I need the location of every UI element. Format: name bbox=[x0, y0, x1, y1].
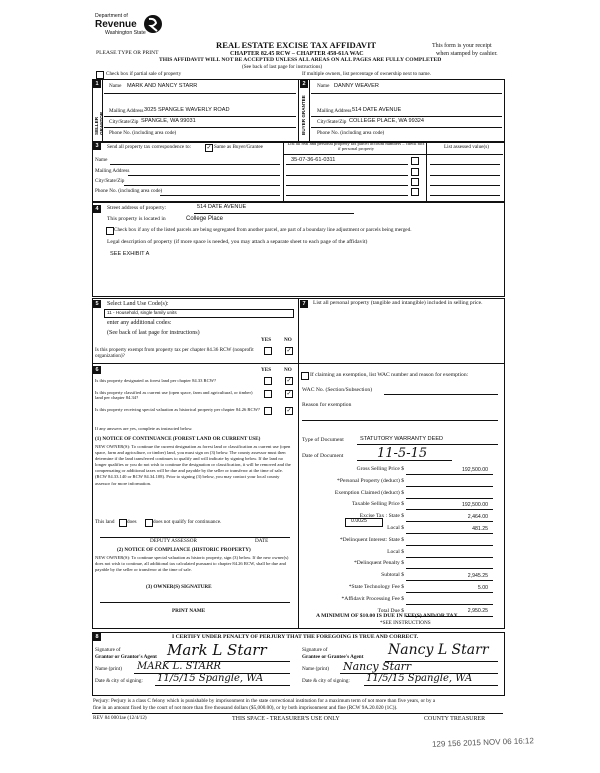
calc-row-line bbox=[406, 580, 493, 581]
notice2-title: (2) NOTICE OF COMPLIANCE (HISTORIC PROPERTY) bbox=[117, 547, 251, 553]
notice1-title: (1) NOTICE OF CONTINUANCE (FOREST LAND OR CURRENT USE) bbox=[95, 436, 261, 442]
does-label: does bbox=[127, 519, 137, 525]
grantor-name: MARK L. STARR bbox=[137, 661, 221, 672]
seller-mailing: 3025 SPANGLE WAVERLY ROAD bbox=[144, 107, 230, 113]
calc-row-label: *Affidavit Processing Fee $ bbox=[341, 595, 404, 602]
s5-no-header: NO bbox=[284, 337, 292, 343]
dept-line1: Department of bbox=[95, 13, 128, 19]
parcel-number: 35-07-36-61-0311 bbox=[291, 157, 336, 163]
see-instructions-note: *SEE INSTRUCTIONS bbox=[380, 620, 431, 626]
personal-property-label: List all personal property (tangible and intangible) included in selling price. bbox=[313, 300, 483, 306]
forest-no-checkbox[interactable]: ✓ bbox=[286, 378, 292, 384]
parcel-2-personal-checkbox[interactable] bbox=[411, 168, 419, 176]
current-use-no-checkbox[interactable]: ✓ bbox=[286, 391, 292, 397]
deputy-date-label: DATE bbox=[255, 538, 269, 544]
seller-phone-label: Phone No. (including area code) bbox=[109, 130, 177, 136]
calc-row-value: 481.25 bbox=[472, 525, 488, 532]
multiple-owners-note: If multiple owners, list percentage of ownership next to name. bbox=[302, 71, 431, 77]
seller-side-label: SELLER GRANTOR bbox=[94, 111, 104, 135]
partial-sale-label: Check box if partial sale of property bbox=[106, 71, 182, 77]
additional-codes-label: enter any additional codes: bbox=[107, 320, 172, 326]
this-land-label: This land bbox=[95, 519, 115, 525]
section-8-badge: 8 bbox=[93, 633, 101, 641]
land-use-see-back: (See back of last page for instructions) bbox=[107, 330, 200, 336]
dept-line2: Revenue bbox=[95, 19, 137, 30]
s6-yes-header: YES bbox=[261, 367, 272, 373]
calc-row-line bbox=[406, 533, 493, 534]
seller-name: MARK AND NANCY STARR bbox=[127, 83, 198, 89]
calc-row-line bbox=[406, 557, 493, 558]
partial-sale-checkbox[interactable] bbox=[96, 71, 104, 79]
corr-phone-label: Phone No. (including area code) bbox=[95, 188, 163, 194]
buyer-phone-label: Phone No. (including area code) bbox=[317, 130, 385, 136]
buyer-mailing: 514 DATE AVENUE bbox=[352, 107, 402, 113]
parcel-header: List all real and personal property tax parcel account numbers – check box if personal property bbox=[287, 141, 425, 152]
calc-row-value: 2,950.25 bbox=[467, 608, 488, 615]
seller-mailing-label: Mailing Address bbox=[109, 108, 144, 114]
parcel-4-personal-checkbox[interactable] bbox=[411, 188, 419, 196]
grantee-sig-label2: Grantee or Grantee's Agent bbox=[302, 654, 364, 660]
receipt-line1: This form is your receipt bbox=[432, 43, 492, 49]
print-name-label: PRINT NAME bbox=[172, 608, 206, 614]
please-type: PLEASE TYPE OR PRINT bbox=[96, 50, 159, 56]
land-use-value: 11 - Household, single family units bbox=[107, 310, 177, 315]
section-4-badge: 4 bbox=[93, 205, 101, 213]
corr-city-label: City/State/Zip bbox=[95, 178, 125, 184]
grantor-sig-label2: Grantor or Grantor's Agent bbox=[95, 654, 157, 660]
corr-name-label: Name bbox=[95, 157, 108, 163]
section-2-badge: 2 bbox=[300, 80, 308, 88]
calc-row-label: Taxable Selling Price $ bbox=[352, 501, 404, 508]
claiming-exemption-label: If claiming an exemption, list WAC number and reason for exemption: bbox=[310, 372, 469, 378]
grantor-signature: Mark L Starr bbox=[167, 641, 267, 659]
same-as-buyer-checkbox[interactable]: ✓ bbox=[206, 145, 212, 151]
land-use-label: Select Land Use Code(s): bbox=[107, 301, 169, 307]
section-5-badge: 5 bbox=[93, 300, 101, 308]
if-yes-note: If any answers are yes, complete as instructed below. bbox=[95, 426, 193, 431]
buyer-mailing-label: Mailing Address bbox=[317, 108, 352, 114]
does-checkbox[interactable] bbox=[119, 519, 127, 527]
does-not-label: does not qualify for continuance. bbox=[153, 519, 222, 525]
same-as-buyer-label: Same as Buyer/Grantee bbox=[214, 144, 263, 150]
segregated-checkbox[interactable] bbox=[106, 227, 114, 235]
grantor-date-label: Date & city of signing: bbox=[95, 678, 143, 684]
doc-type: STATUTORY WARRANTY DEED bbox=[360, 436, 444, 442]
calc-row-line bbox=[406, 521, 493, 522]
grantor-sig-label1: Signature of bbox=[95, 647, 121, 653]
dept-line3: Washington State bbox=[105, 30, 146, 36]
doc-type-label: Type of Document bbox=[302, 437, 344, 443]
calc-row-value: 2,464.00 bbox=[467, 513, 488, 520]
calc-row-line bbox=[406, 592, 493, 593]
buyer-name-label: Name bbox=[317, 83, 330, 89]
buyer-side-label: BUYER GRANTEE bbox=[301, 95, 306, 135]
grantee-name-label: Name (print) bbox=[302, 666, 329, 672]
s6-no-header: NO bbox=[284, 367, 292, 373]
legal-description-label: Legal description of property (if more space is needed, you may attach a separate sheet to each page of the affidavit) bbox=[107, 239, 368, 245]
exempt-yes-checkbox[interactable] bbox=[264, 347, 272, 355]
calc-row-value: 192,500.00 bbox=[462, 501, 488, 508]
calc-row-label: Exemption Claimed (deduct) $ bbox=[334, 489, 404, 496]
grantee-sig-label1: Signature of bbox=[302, 647, 328, 653]
section-7-badge: 7 bbox=[300, 300, 308, 308]
notice2-body: NEW OWNER(S): To continue special valuation as historic property, sign (3) below. If the new owner(s) does not wish to continue, all additional tax calculated pursuant to chapter 84.26 RCW, shall be due and payable by the seller or transferor at the time of sale. bbox=[95, 555, 289, 573]
wac-label: WAC No. (Section/Subsection) bbox=[302, 387, 373, 393]
historic-yes-checkbox[interactable] bbox=[264, 407, 272, 415]
form-number: REV 84 0001ae (12/4/12) bbox=[93, 715, 147, 721]
grantee-name: Nancy Starr bbox=[343, 660, 412, 673]
forest-question: Is this property designated as forest land per chapter 84.33 RCW? bbox=[95, 378, 217, 383]
treasurer-stamp: 129 156 2015 NOV 06 16:12 bbox=[431, 736, 534, 749]
calc-row-line bbox=[406, 498, 493, 499]
section-6-badge: 6 bbox=[93, 366, 101, 374]
calc-row-label: Local $ bbox=[387, 525, 404, 531]
does-not-checkbox[interactable] bbox=[145, 519, 153, 527]
current-use-yes-checkbox[interactable] bbox=[264, 390, 272, 398]
calc-row-value: 2,945.25 bbox=[467, 572, 488, 579]
form-see-back: (See back of last page for instructions) bbox=[242, 64, 323, 70]
perjury-line1: Perjury: Perjury is a class C felony which is punishable by imprisonment in the state correctional institution for a maximum term of not more than five years, or by a bbox=[93, 698, 436, 704]
deputy-assessor-label: DEPUTY ASSESSOR bbox=[150, 538, 197, 544]
located-in-label: This property is located in bbox=[107, 216, 166, 222]
calc-row-label: *Delinquent Interest: State $ bbox=[339, 536, 404, 543]
owner-signature-title: (3) OWNER(S) SIGNATURE bbox=[146, 584, 212, 590]
seller-city: SPANGLE, WA 99031 bbox=[141, 118, 196, 124]
exempt-question: Is this property exempt from property tax per chapter 84.36 RCW (nonprofit organization)? bbox=[95, 347, 254, 360]
buyer-name: DANNY WEAVER bbox=[334, 83, 379, 89]
segregated-label: Check box if any of the listed parcels are being segregated from another parcel, are part of a boundary line adjustment or parcels being merged. bbox=[114, 227, 412, 233]
seller-city-label: City/State/Zip bbox=[109, 119, 139, 125]
exempt-no-checkbox[interactable]: ✓ bbox=[286, 348, 292, 354]
minimum-due-note: A MINIMUM OF $10.00 IS DUE IN FEE(S) AND/OR TAX bbox=[316, 613, 458, 619]
exemption-checkbox[interactable] bbox=[301, 372, 309, 380]
buyer-city-label: City/State/Zip bbox=[317, 119, 347, 125]
calc-row-line bbox=[406, 568, 493, 569]
grantee-signature: Nancy L Starr bbox=[388, 642, 489, 658]
historic-question: Is this property receiving special valuation as historical property per chapter 84.26 RCW? bbox=[95, 407, 260, 412]
grantor-name-label: Name (print) bbox=[95, 666, 122, 672]
calc-row-line bbox=[406, 604, 493, 605]
current-use-question: Is this property classified as current use (open space, farm and agricultural, or timber) land per chapter 84.34? bbox=[95, 390, 253, 401]
calc-row-line bbox=[406, 509, 493, 510]
historic-no-checkbox[interactable]: ✓ bbox=[286, 408, 292, 414]
treasurer-use-only: THIS SPACE - TREASURER'S USE ONLY bbox=[232, 716, 340, 722]
perjury-line2: fine in an amount fixed by the court of not more than five thousand dollars ($5,000.00), or by both imprisonment and fine (RCW 9A.20.020 (1C)). bbox=[93, 705, 398, 711]
doc-date: 11-5-15 bbox=[377, 446, 428, 461]
s5-yes-header: YES bbox=[261, 337, 272, 343]
calc-row-label: Total Due $ bbox=[377, 607, 404, 614]
calc-row-label: Gross Selling Price $ bbox=[356, 466, 404, 472]
located-in: College Place bbox=[186, 216, 224, 222]
form-warning: THIS AFFIDAVIT WILL NOT BE ACCEPTED UNLESS ALL AREAS ON ALL PAGES ARE FULLY COMPLETED bbox=[159, 57, 442, 63]
grantee-date: 11/5/15 Spangle, WA bbox=[366, 673, 473, 684]
calc-row-value: 5.00 bbox=[477, 584, 488, 591]
county-treasurer: COUNTY TREASURER bbox=[424, 716, 486, 722]
grantee-date-label: Date & city of signing: bbox=[302, 678, 350, 684]
calc-row-label: Excise Tax : State $ bbox=[359, 513, 404, 520]
section-3-badge: 3 bbox=[93, 142, 101, 150]
calc-row-line bbox=[406, 474, 493, 475]
receipt-line2: when stamped by cashier. bbox=[436, 51, 498, 57]
section-1-badge: 1 bbox=[93, 80, 101, 88]
street-address-label: Street address of property: bbox=[107, 205, 167, 211]
seller-name-label: Name bbox=[109, 83, 122, 89]
calc-row-label: *State Technology Fee $ bbox=[348, 584, 404, 590]
corr-mailing-label: Mailing Address bbox=[95, 168, 130, 174]
calc-row-label: Subtotal $ bbox=[381, 572, 404, 579]
parcel-3-personal-checkbox[interactable] bbox=[411, 178, 419, 186]
buyer-city: COLLEGE PLACE, WA 99324 bbox=[349, 118, 425, 124]
doc-date-label: Date of Document bbox=[302, 453, 344, 459]
calc-row-label: Local $ bbox=[387, 548, 404, 555]
send-correspondence-label: Send all property tax correspondence to: bbox=[107, 144, 191, 150]
reason-label: Reason for exemption bbox=[302, 402, 352, 408]
parcel-1-personal-checkbox[interactable] bbox=[411, 157, 419, 165]
assessed-header: List assessed value(s) bbox=[444, 144, 489, 150]
form-title: REAL ESTATE EXCISE TAX AFFIDAVIT bbox=[216, 40, 377, 50]
legal-description: SEE EXHIBIT A bbox=[110, 251, 150, 257]
certify-statement: I CERTIFY UNDER PENALTY OF PERJURY THAT THE FOREGOING IS TRUE AND CORRECT. bbox=[172, 634, 419, 640]
form-chapter: CHAPTER 82.45 RCW – CHAPTER 458-61A WAC bbox=[230, 51, 364, 57]
forest-yes-checkbox[interactable] bbox=[264, 377, 272, 385]
calc-row-line bbox=[406, 545, 493, 546]
grantor-date: 11/5/15 Spangle, WA bbox=[157, 673, 264, 684]
calc-row-label: *Delinquent Penalty $ bbox=[353, 560, 404, 567]
local-rate: 0.0025 bbox=[351, 518, 367, 524]
calc-row-label: *Personal Property (deduct) $ bbox=[337, 477, 404, 484]
calc-row-value: 192,500.00 bbox=[462, 466, 488, 473]
notice1-body: NEW OWNER(S): To continue the current designation as forest land or classification as current use (open space, farm and agriculture, or timber) land, you must sign on (3) below. The county assessor must then determine if the land transferred continues to qualify and will indicate by signing below. If the land no longer qualifies or you do not wish to continue the designation or classification, it will be removed and the compensating or additional taxes will be due and payable by the seller or transferor at the time of sale. (RCW 84.33.140 or RCW 84.34.108). Prior to signing (3) below, you may contact your local county assessor for more information. bbox=[95, 444, 291, 486]
calc-row-line bbox=[406, 486, 493, 487]
street-address: 514 DATE AVENUE bbox=[197, 204, 247, 210]
